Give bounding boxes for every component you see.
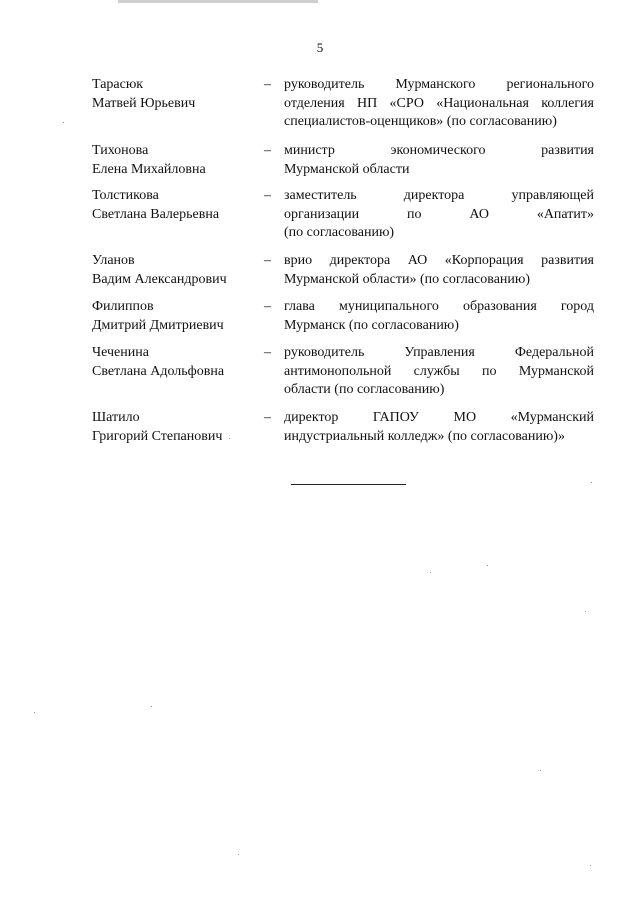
closing-rule [291,484,406,485]
position-line: Мурманской области [284,161,410,177]
top-edge-mark [118,0,318,3]
member-name [92,252,262,289]
scan-speck [238,854,239,855]
scan-speck [590,865,591,866]
member-surname: Толстикова [92,188,159,203]
entry-dash: – [264,143,271,158]
position-line: организации по АО «Апатит» [284,206,594,222]
member-position [284,298,594,335]
member-surname: Шатило [92,410,140,425]
member-position [284,76,594,132]
member-given-names: Светлана Адольфовна [92,363,225,379]
member-position [284,344,594,400]
member-name [92,76,262,113]
position-line: врио директора АО «Корпорация развития [284,253,594,268]
member-name [92,344,262,381]
member-position [284,142,594,179]
scan-speck [487,565,488,566]
member-given-names: Григорий Степанович [92,428,223,444]
member-surname: Тихонова [92,143,149,158]
entry-dash: – [264,410,271,425]
scan-speck [63,122,64,123]
position-line: области (по согласованию) [284,382,445,397]
position-line: заместитель директора управляющей [284,188,594,203]
entry-dash: – [264,188,271,203]
position-line: Мурманск (по согласованию) [284,317,459,333]
member-given-names: Матвей Юрьевич [92,95,196,111]
scan-speck [151,706,152,707]
position-line: министр экономического развития [284,143,594,158]
scan-speck [540,770,541,771]
member-name [92,298,262,335]
member-given-names: Светлана Валерьевна [92,206,220,222]
scan-speck [229,438,230,439]
position-line: индустриальный колледж» (по согласованию)» [284,428,565,444]
entry-dash: – [264,345,271,360]
member-surname: Филиппов [92,299,154,314]
member-name [92,187,262,224]
entry-dash: – [264,299,271,314]
member-given-names: Вадим Александрович [92,271,227,287]
position-line: Мурманской области» (по согласованию) [284,271,531,287]
member-surname: Тарасюк [92,77,144,92]
position-line: руководитель Мурманского регионального [284,77,594,92]
position-line: глава муниципального образования город [284,299,594,314]
member-surname: Уланов [92,253,135,268]
member-position [284,409,594,446]
entry-dash: – [264,253,271,268]
position-line: специалистов-оценщиков» (по согласованию) [284,114,557,129]
member-name [92,409,262,446]
position-line: (по согласованию) [284,225,395,240]
position-line: директор ГАПОУ МО «Мурманский [284,410,594,425]
member-position [284,187,594,243]
member-given-names: Елена Михайловна [92,161,206,177]
member-position [284,252,594,289]
position-line: антимонопольной службы по Мурманской [284,363,594,379]
member-given-names: Дмитрий Дмитриевич [92,317,224,333]
scan-speck [585,611,586,612]
scan-speck [591,482,592,483]
page-number: 5 [316,40,324,55]
member-name [92,142,262,179]
scan-speck [430,572,431,573]
member-surname: Чеченина [92,345,149,360]
entry-dash: – [264,77,271,92]
scan-speck [34,712,35,713]
position-line: отделения НП «СРО «Национальная коллегия [284,95,594,111]
position-line: руководитель Управления Федеральной [284,345,594,360]
